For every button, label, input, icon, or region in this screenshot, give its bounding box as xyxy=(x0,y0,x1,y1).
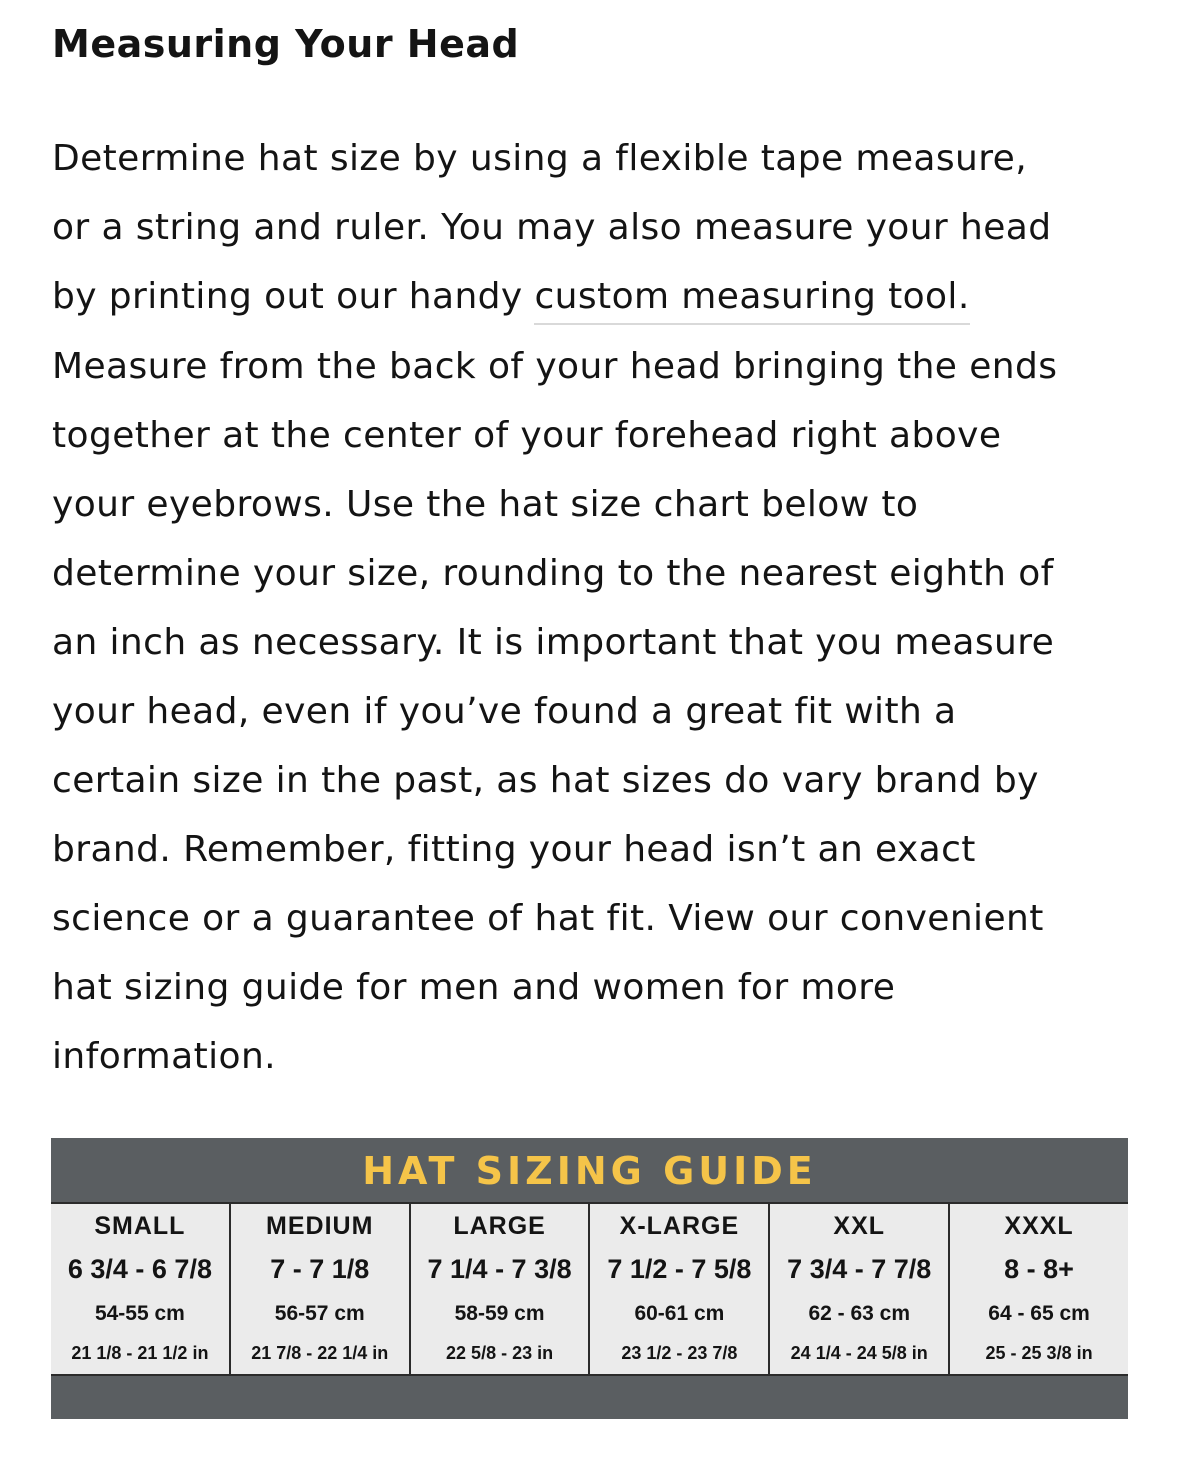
paragraph-line: together at the center of your forehead right above xyxy=(52,415,1002,456)
size-cm: 62 - 63 cm xyxy=(808,1302,911,1325)
paragraph-line: Measure from the back of your head bringing the ends xyxy=(52,346,1058,387)
hat-sizing-guide xyxy=(51,1138,1128,1419)
size-inches: 21 7/8 - 22 1/4 in xyxy=(251,1343,389,1363)
size-cm: 54-55 cm xyxy=(94,1302,185,1325)
size-inches: 25 - 25 3/8 in xyxy=(985,1343,1093,1363)
paragraph-line: determine your size, rounding to the nearest eighth of xyxy=(52,553,1054,594)
paragraph-line: hat sizing guide for men and women for more xyxy=(52,967,896,1008)
hat-size: 7 1/2 - 7 5/8 xyxy=(607,1254,752,1284)
hat-sizing-guide-title: HAT SIZING GUIDE xyxy=(362,1149,817,1193)
size-name: XXXL xyxy=(1004,1212,1074,1240)
size-cm: 58-59 cm xyxy=(454,1302,545,1325)
hat-size: 6 3/4 - 6 7/8 xyxy=(67,1254,212,1284)
paragraph-line: an inch as necessary. It is important that you measure xyxy=(52,622,1055,663)
size-cm: 56-57 cm xyxy=(274,1302,365,1325)
paragraph-text: by printing out our handy xyxy=(52,276,535,317)
paragraph-line: Determine hat size by using a flexible tape measure, xyxy=(52,138,1028,179)
paragraph-line: certain size in the past, as hat sizes do vary brand by xyxy=(52,760,1039,801)
paragraph-line: your head, even if you’ve found a great fit with a xyxy=(52,691,957,732)
size-cm: 64 - 65 cm xyxy=(988,1302,1090,1325)
size-column-medium xyxy=(229,1204,409,1374)
size-name: LARGE xyxy=(453,1212,546,1240)
page-title: Measuring Your Head xyxy=(52,22,520,66)
paragraph-line: brand. Remember, fitting your head isn’t an exact xyxy=(52,829,976,870)
size-column-xxl xyxy=(768,1204,948,1374)
hat-size: 7 1/4 - 7 3/8 xyxy=(427,1254,572,1284)
paragraph-line: information. xyxy=(52,1036,277,1077)
paragraph-line: science or a guarantee of hat fit. View our convenient xyxy=(52,898,1044,939)
size-inches: 21 1/8 - 21 1/2 in xyxy=(71,1343,209,1363)
paragraph-line: or a string and ruler. You may also measure your head xyxy=(52,207,1052,248)
size-column-xxxl xyxy=(948,1204,1128,1374)
paragraph-line-with-link xyxy=(52,262,970,331)
size-column-x-large xyxy=(588,1204,768,1374)
size-name: XXL xyxy=(833,1212,886,1240)
size-inches: 24 1/4 - 24 5/8 in xyxy=(790,1343,928,1363)
hat-size: 7 - 7 1/8 xyxy=(270,1254,370,1284)
size-column-large xyxy=(409,1204,589,1374)
size-column-small xyxy=(51,1204,229,1374)
custom-measuring-tool-link[interactable]: custom measuring tool. xyxy=(534,276,969,325)
size-cm: 60-61 cm xyxy=(634,1302,725,1325)
size-name: SMALL xyxy=(94,1212,186,1240)
size-name: X-LARGE xyxy=(619,1212,740,1240)
paragraph-line: your eyebrows. Use the hat size chart below to xyxy=(52,484,919,525)
size-inches: 22 5/8 - 23 in xyxy=(446,1343,554,1363)
size-inches: 23 1/2 - 23 7/8 xyxy=(621,1343,738,1363)
size-grid xyxy=(51,1202,1128,1376)
hat-size: 7 3/4 - 7 7/8 xyxy=(787,1254,932,1284)
size-name: MEDIUM xyxy=(266,1212,374,1240)
hat-size: 8 - 8+ xyxy=(1004,1254,1074,1284)
